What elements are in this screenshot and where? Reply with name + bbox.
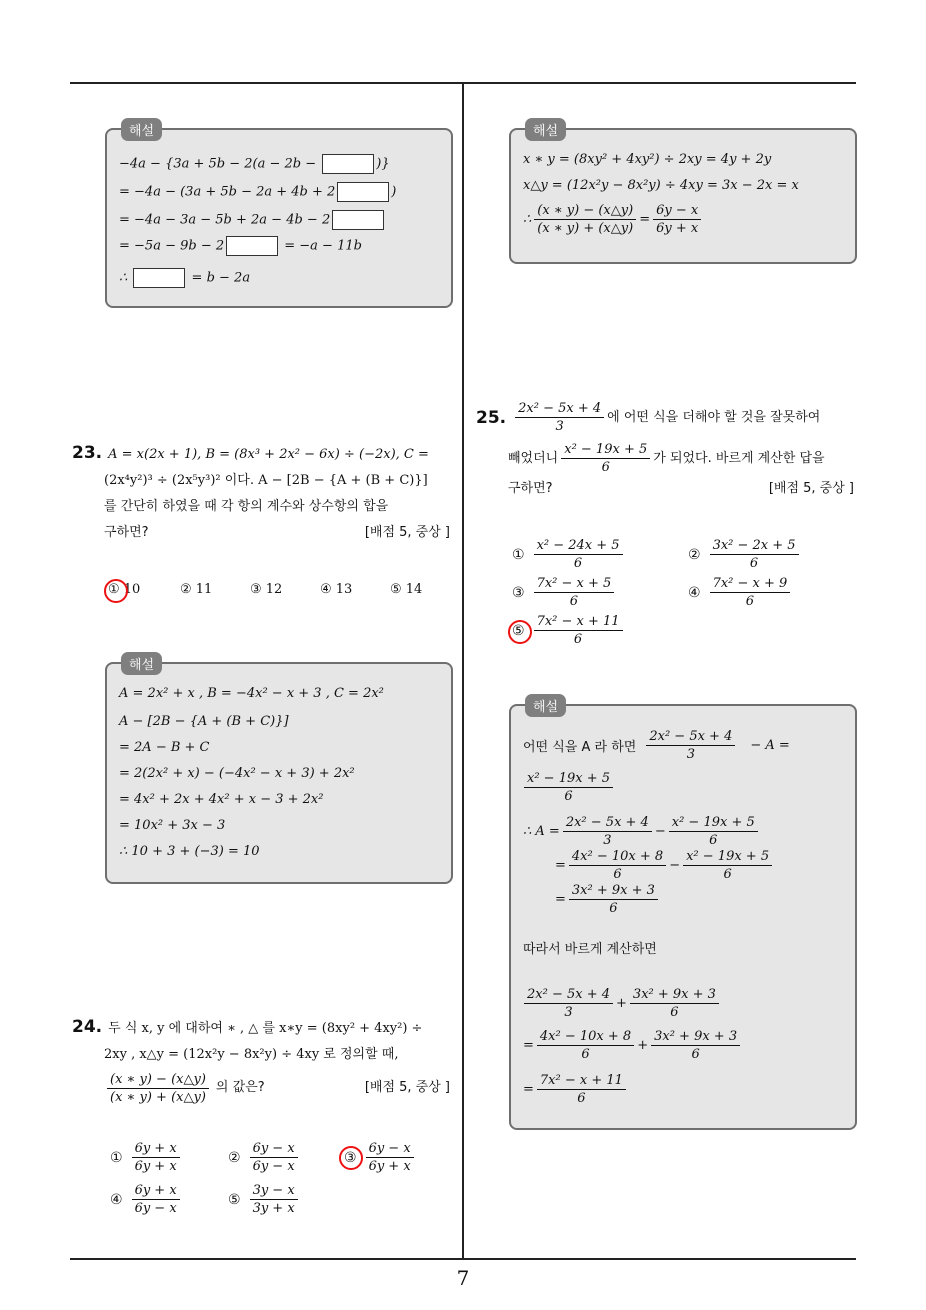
- solution-box-4: [509, 700, 857, 1130]
- solution-label: 해설: [525, 118, 566, 141]
- answer-blank[interactable]: [337, 182, 389, 202]
- math-line: = 2(2x² + x) − (−4x² − x + 3) + 2x²: [119, 766, 355, 781]
- solution-box-1: [105, 124, 453, 308]
- math-line: A − [2B − {A + (B + C)}]: [119, 714, 289, 729]
- math-line: $\frac{\text{x² − 19x + 5}}{6}$: [521, 770, 616, 805]
- math-line: $\frac{\text{2x² − 5x + 4}}{3}$ + $\frac{\text{3x² + 9x + 3}}{6}$: [521, 986, 722, 1021]
- math-line: = $\frac{\text{4x² − 10x + 8}}{6}$ + $\frac{\text{3x² + 9x + 3}}{6}$: [523, 1028, 743, 1063]
- option-3[interactable]: ③ $\frac{6y - x}{6y + x}$: [344, 1140, 417, 1175]
- math-line: x ∗ y = (8xy² + 4xy²) ÷ 2xy = 4y + 2y: [523, 152, 772, 167]
- bottom-rule: [70, 1258, 856, 1260]
- column-divider: [462, 82, 464, 1260]
- math-line: = −4a − (3a + 5b − 2a + 4b + 2 ): [119, 182, 396, 202]
- option-3[interactable]: ③ $\frac{\text{7x² − x + 5}}{6}$: [512, 575, 617, 610]
- math-line: ∴ = b − 2a: [119, 268, 250, 288]
- option-2[interactable]: ② $\frac{\text{3x² − 2x + 5}}{6}$: [688, 537, 802, 572]
- fraction: $\frac{(x ∗ y) - (x\triangle y)}{(x ∗ y) + (x\triangle y)}$: [107, 1071, 209, 1106]
- math-line: = −5a − 9b − 2 = −a − 11b: [119, 236, 362, 256]
- question-23: 23. A = x(2x + 1), B = (8x³ + 2x² − 6x) ÷ (−2x), C = (2x⁴y²)³ ÷ (2x⁵y³)² 이다. A − [2B − {A + (B + C)}] 를 간단히 하였을 때 각 항의 계수와 상수항의 합을 구하면? [배점 5, 중상 ]: [72, 443, 450, 540]
- selected-answer-circle: [104, 579, 128, 603]
- selected-answer-circle: [339, 1146, 363, 1170]
- math-line: ∴ A = $\frac{\text{2x² − 5x + 4}}{3}$ − $\frac{\text{x² − 19x + 5}}{6}$: [523, 814, 761, 849]
- question-24: 24. 두 식 x, y 에 대하여 ∗ , △ 를 x∗y = (8xy² + 4xy²) ÷ 2xy , x△y = (12x²y − 8x²y) ÷ 4xy 로 정의할 때, $\frac{(x ∗ y) - (x\triangle y)}{(x ∗ y) + (x\triangle y)}$ 의 값은? [배점 5, 중상 ]: [72, 1017, 450, 1105]
- solution-box-3: [509, 124, 857, 264]
- option-4[interactable]: ④ $\frac{\text{7x² − x + 9}}{6}$: [688, 575, 793, 610]
- option-4[interactable]: ④ $\frac{6y + x}{6y - x}$: [110, 1182, 183, 1217]
- option-3[interactable]: ③ 12: [250, 582, 283, 597]
- option-5[interactable]: ⑤ 14: [390, 582, 423, 597]
- option-1[interactable]: ① $\frac{\text{x² − 24x + 5}}{6}$: [512, 537, 626, 572]
- option-1[interactable]: ① 10: [108, 582, 141, 597]
- selected-answer-circle: [508, 620, 532, 644]
- math-line: −4a − {3a + 5b − 2(a − 2b − )}: [119, 154, 390, 174]
- math-line: ∴ 10 + 3 + (−3) = 10: [119, 844, 260, 859]
- math-line: = 4x² + 2x + 4x² + x − 3 + 2x²: [119, 792, 324, 807]
- question-number: 23.: [72, 443, 103, 463]
- math-line: = $\frac{\text{4x² − 10x + 8}}{6}$ − $\frac{\text{x² − 19x + 5}}{6}$: [555, 848, 775, 883]
- answer-blank[interactable]: [133, 268, 185, 288]
- question-25: 25. $\frac{\text{2x² − 5x + 4}}{3}$ 에 어떤 식을 더해야 할 것을 잘못하여 빼었더니 $\frac{\text{x² − 19x + 5}}{6}$ 가 되었다. 바르게 계산한 답을 구하면? [배점 5, 중상 ]: [476, 401, 854, 496]
- math-line: 어떤 식을 A 라 하면 $\frac{\text{2x² − 5x + 4}}{3}$ − A =: [523, 729, 790, 762]
- math-line: = 10x² + 3x − 3: [119, 818, 226, 833]
- answer-blank[interactable]: [322, 154, 374, 174]
- math-line: 따라서 바르게 계산하면: [523, 942, 657, 957]
- math-line: = −4a − 3a − 5b + 2a − 4b − 2: [119, 210, 386, 230]
- math-line: ∴ $\frac{(x ∗ y) - (x\triangle y)}{(x ∗ y) + (x\triangle y)}$ = $\frac{6y - x}{6y + x}$: [523, 202, 704, 237]
- math-line: x△y = (12x²y − 8x²y) ÷ 4xy = 3x − 2x = x: [523, 178, 799, 193]
- solution-label: 해설: [121, 652, 162, 675]
- solution-box-2: [105, 658, 453, 884]
- option-1[interactable]: ① $\frac{6y + x}{6y + x}$: [110, 1140, 183, 1175]
- solution-label: 해설: [525, 694, 566, 717]
- option-5[interactable]: ⑤ $\frac{3y - x}{3y + x}$: [228, 1182, 301, 1217]
- math-line: = $\frac{\text{7x² − x + 11}}{6}$: [523, 1072, 629, 1107]
- answer-blank[interactable]: [332, 210, 384, 230]
- option-5[interactable]: ⑤ $\frac{\text{7x² − x + 11}}{6}$: [512, 613, 626, 648]
- option-2[interactable]: ② 11: [180, 582, 213, 597]
- solution-label: 해설: [121, 118, 162, 141]
- option-4[interactable]: ④ 13: [320, 582, 353, 597]
- question-number: 24.: [72, 1017, 103, 1037]
- option-2[interactable]: ② $\frac{6y - x}{6y - x}$: [228, 1140, 301, 1175]
- page-number: 7: [456, 1266, 470, 1290]
- question-number: 25.: [476, 407, 507, 428]
- math-line: = 2A − B + C: [119, 740, 210, 755]
- answer-blank[interactable]: [226, 236, 278, 256]
- math-line: = $\frac{\text{3x² + 9x + 3}}{6}$: [555, 882, 661, 917]
- math-line: A = 2x² + x , B = −4x² − x + 3 , C = 2x²: [119, 686, 384, 701]
